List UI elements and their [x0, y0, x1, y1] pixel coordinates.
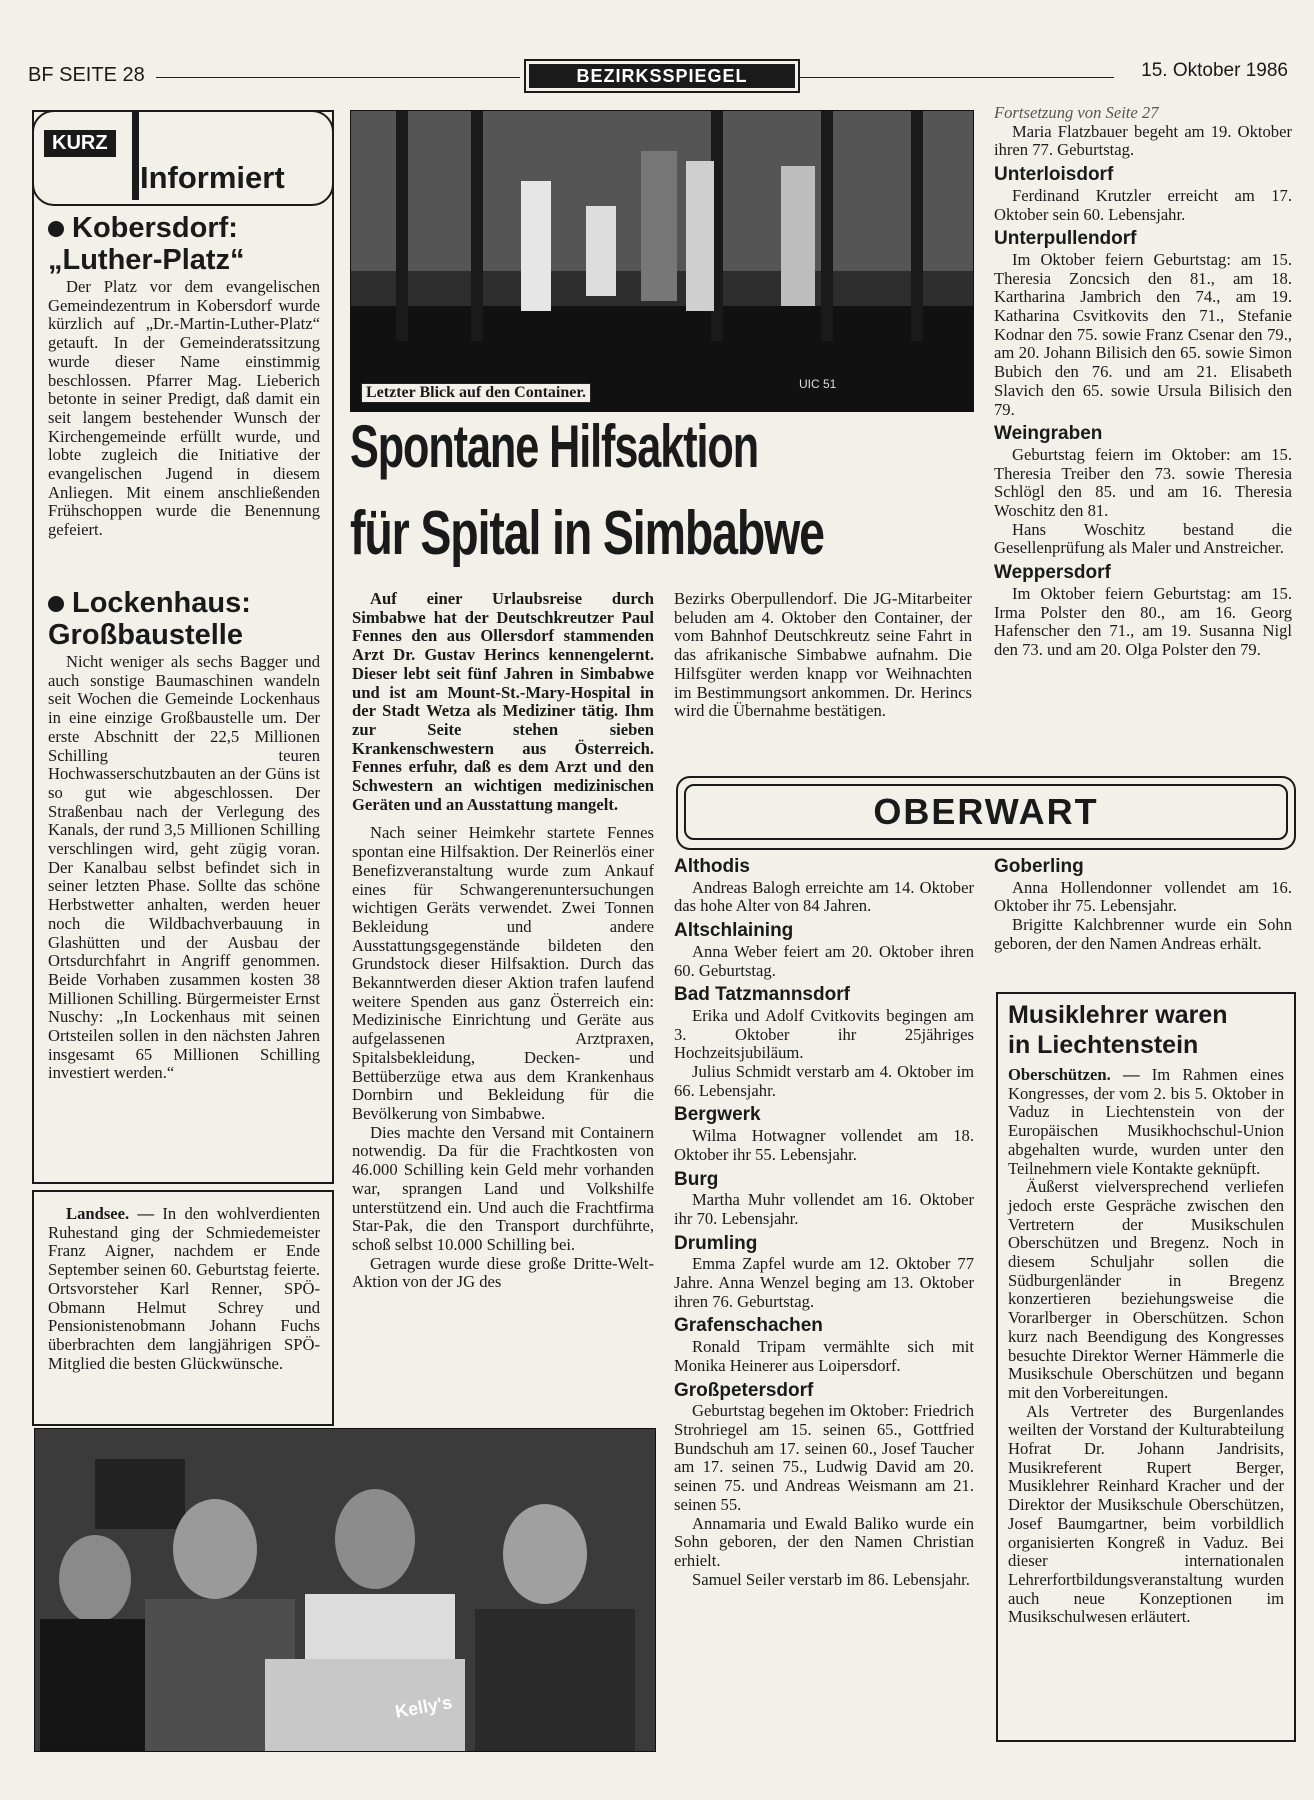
grosspetersdorf-text3: Samuel Seiler verstarb im 86. Lebensjahr. — [692, 1569, 970, 1589]
person-1-head — [59, 1535, 131, 1623]
person-2-head — [173, 1499, 257, 1599]
article-lead: Auf einer Urlaubsreise durch Simbabwe hat der Deutschkreutzer Paul Fennes den aus Ollersdorf stammenden Arzt Dr. Gustav Herincs kennengelernt. Dieser lebt seit fünf Jahren in Simbabwe und ist am Mount-St.-Mary-Hospital in der Stadt Wetza als Mediziner tätig. Ihm zur Seite stehen sieben Krankenschwestern aus Österreich. Fennes erfuhr, daß es dem Arzt und den Schwestern an wichtigen medizinischen Geräten und an Ausstattung mangelt. — [352, 589, 654, 814]
bullet-icon — [48, 221, 64, 237]
loc-unterpullendorf: Unterpullendorf — [994, 228, 1137, 250]
drumling-text: Emma Zapfel wurde am 12. Oktober 77 Jahre. Anna Wenzel beging am 13. Oktober ihren 76. Geburtstag. — [674, 1254, 974, 1311]
loc-burg: Burg — [674, 1168, 719, 1190]
loc-weppersdorf: Weppersdorf — [994, 562, 1111, 584]
unterloisdorf-text: Ferdinand Krutzler erreicht am 17. Oktober sein 60. Lebensjahr. — [994, 185, 1292, 224]
article-p2: Dies machte den Versand mit Containern notwendig. Da für die Frachtkosten von 46.000 Schilling kein Geld mehr vorhanden war, sprangen Land und Volkshilfe unterstützend ein. Und auch die Frachtfirma Star-Pak, die den Transport durchführte, schoß selbst 10.000 Schilling bei. — [352, 1122, 654, 1254]
loc-goberling: Goberling — [994, 856, 1084, 877]
kellys-sign: Kelly's — [393, 1692, 454, 1722]
kurz-tag: KURZ — [44, 130, 116, 157]
tatzmannsdorf-text1: Erika und Adolf Cvitkovits begingen am 3. Oktober ihr 25jähriges Hochzeitsjubiläum. — [674, 1005, 974, 1063]
grosspetersdorf-text1: Geburtstag begehen im Oktober: Friedrich Strohriegel am 15. seinen 65., Gottfried Bundschuh am 17. seinen 60., Josef Taucher am 17. seinen 75., Ludwig David am 20. seinen 75. und Andreas Weismann am 21. seinen 55. — [674, 1401, 975, 1514]
stanchion — [396, 111, 408, 341]
musik-headline-2: in Liechtenstein — [1008, 1031, 1199, 1059]
musik-headline — [1008, 1000, 1288, 1060]
person — [686, 161, 714, 311]
item-lockenhaus-headline — [48, 587, 328, 651]
page-label: BF SEITE 28 — [28, 64, 145, 86]
oberwart-banner: OBERWART — [684, 784, 1288, 840]
header-rule-left — [156, 77, 520, 78]
grafenschachen-text: Ronald Tripam vermählte sich mit Monika Heinerer aus Loipersdorf. — [674, 1337, 974, 1375]
stanchion — [821, 111, 833, 341]
person-1-body — [40, 1619, 150, 1751]
continuation-note: Fortsetzung von Seite 27 — [994, 103, 1159, 122]
right-column — [994, 104, 1292, 660]
loc-bergwerk: Bergwerk — [674, 1104, 761, 1126]
main-article-col1 — [352, 590, 654, 1292]
main-headline-2: für Spital in Simbabwe — [350, 499, 824, 568]
stanchion — [911, 111, 923, 341]
weppersdorf-text: Im Oktober feiern Geburtstag: am 15. Irma Polster den 80., am 16. Georg Hafenscher den 71., am 19. Susanna Nigl den 73. und am 20. Olga Polster den 79. — [994, 583, 1292, 659]
article-p1: Nach seiner Heimkehr startete Fennes spontan eine Hilfsaktion. Der Reinerlös einer Benefizveranstaltung wurde zum Ankauf eines für Schwangerenuntersuchungen wichtigen Geräts verwendet. Zwei Tonnen Bekleidung und andere Ausstattungsgegenstände bildeten den Grundstock dieser Hilfsaktion. Durch das Bekanntwerden dieser Aktion trafen laufend weitere Spenden aus ganz Österreich ein: Medizinische Einrichtung und Geräte aus aufgelassenen Arztpraxen, Spitalsbekleidung, Decken- und Bettüberzüge etwa aus dem Krankenhaus Dornbirn und Bekleidung für die Bevölkerung von Simbabwe. — [352, 823, 654, 1123]
container-photo-svg — [351, 111, 973, 411]
burg-text: Martha Muhr vollendet am 16. Oktober ihr 70. Lebensjahr. — [674, 1190, 974, 1228]
person — [586, 206, 616, 296]
page-date: 15. Oktober 1986 — [1141, 60, 1288, 81]
weingraben-text1: Geburtstag feiern im Oktober: am 15. Theresia Treiber den 73. sowie Theresia Schlögl den 85. und am 16. Theresia Woschitz den 81. — [994, 444, 1292, 521]
landsee-body — [48, 1205, 320, 1373]
person-3-head — [335, 1489, 415, 1589]
musik-lead: Oberschützen. — — [1008, 1065, 1140, 1084]
landsee-lead: Landsee. — — [66, 1204, 155, 1223]
item-kobersdorf-headline — [48, 212, 328, 276]
landsee-text: In den wohlverdienten Ruhestand ging der Schmiedemeister Franz Aigner, nachdem er Ende September seinen 60. Geburtstag feierte. Ortsvorsteher Karl Renner, SPÖ-Obmann Helmut Schrey und Pensionistenobmann Johann Fuchs überbrachten dem langjährigen SPÖ-Mitglied die besten Glückwünsche. — [48, 1204, 320, 1373]
article-p3: Getragen wurde diese große Dritte-Welt-Aktion von der JG des — [352, 1253, 654, 1292]
tatzmannsdorf-text2: Julius Schmidt verstarb am 4. Oktober im 66. Lebensjahr. — [674, 1062, 974, 1100]
person — [641, 151, 677, 301]
loc-altschlaining: Altschlaining — [674, 920, 794, 942]
loc-grosspetersdorf: Großpetersdorf — [674, 1379, 814, 1401]
goberling-text1: Anna Hollendonner vollendet am 16. Oktober ihr 75. Lebensjahr. — [994, 877, 1292, 916]
section-banner: BEZIRKSSPIEGEL — [524, 59, 800, 93]
loc-drumling: Drumling — [674, 1232, 758, 1254]
loc-grafenschachen: Grafenschachen — [674, 1315, 823, 1337]
person — [521, 181, 551, 311]
loc-weingraben: Weingraben — [994, 423, 1103, 445]
bergwerk-text: Wilma Hotwagner vollendet am 18. Oktober ihr 55. Lebensjahr. — [674, 1126, 974, 1164]
article-col2-text: Bezirks Oberpullendorf. Die JG-Mitarbeiter beluden am 4. Oktober den Container, der vom Bahnhof Deutschkreutz seine Fahrt in das afrikanische Simbabwe aufnahm. Die Hilfsgüter werden knapp vor Weihnachten im Bestimmungsort ankommen. Dr. Herincs wird die Übernahme bestätigen. — [674, 589, 972, 721]
item-kobersdorf-body — [48, 278, 320, 540]
weingraben-text2: Hans Woschitz bestand die Gesellenprüfung als Maler und Anstreicher. — [994, 519, 1292, 558]
goberling-text2: Brigitte Kalchbrenner wurde ein Sohn geboren, der den Namen Andreas erhält. — [994, 915, 1292, 953]
container-photo — [350, 110, 974, 412]
kurz-title: Informiert — [140, 160, 285, 195]
photo-caption: Letzter Blick auf den Container. — [361, 383, 591, 403]
intro-text: Maria Flatzbauer begeht am 19. Oktober ihren 77. Geburtstag. — [994, 121, 1292, 160]
loc-unterloisdorf: Unterloisdorf — [994, 164, 1114, 186]
wagon-marking: UIC 51 — [799, 377, 837, 391]
person-4-head — [503, 1504, 587, 1604]
body-text: Nicht weniger als sechs Bagger und auch sonstige Baumaschinen wandeln seit Wochen die Gemeinde Lockenhaus in eine einzige Großbaustelle um. Der erste Abschnitt der 22,5 Millionen Schilling teuren Hochwasserschutzbauten an der Güns ist so gut wie abgeschlossen. Der Straßenbau nach der Verlegung des Kanals, der rund 3,5 Millionen Schilling verschlingen wird, geht zügig voran. Der Kanalbau selbst befindet sich in seiner letzten Phase. Sollte das schöne Herbstwetter anhalten, werden heuer noch die Wildbachverbauung in Glashütten und der Ausbau der Ortsdurchfahrt in Angriff genommen. Beide Vorhaben zusammen kosten 38 Millionen Schilling. Bürgermeister Ernst Nuschy: „In Lockenhaus mit seinen Ortsteilen sollen in den nächsten Jahren insgesamt 65 Millionen Schilling investiert werden.“ — [48, 652, 320, 1083]
kurz-bar — [132, 110, 139, 200]
loc-tatzmannsdorf: Bad Tatzmannsdorf — [674, 984, 850, 1006]
body-text: Der Platz vor dem evangelischen Gemeindezentrum in Kobersdorf wurde kürzlich auf „Dr.-Martin-Luther-Platz“ getauft. In der Gemeinderatssitzung wurde dieser Name einstimmig beschlossen. Pfarrer Mag. Lieberich betonte in seiner Predigt, daß damit ein seit langem bestehender Wunsch der Kirchengemeinde erfüllt wurde, und lobte zugleich die Initiative der evangelischen Jugend in diesem Anliegen. Mit einem anschließenden Frühschoppen wurde die Benennung gefeiert. — [48, 277, 320, 540]
group-photo-svg — [35, 1429, 655, 1751]
althodis-text: Andreas Balogh erreichte am 14. Oktober das hohe Alter von 84 Jahren. — [674, 877, 974, 916]
oberwart-col1 — [674, 852, 974, 1589]
altschlaining-text: Anna Weber feiert am 20. Oktober ihren 60. Geburtstag. — [674, 941, 974, 980]
musik-body — [1008, 1066, 1284, 1627]
headline-line1: Lockenhaus: — [72, 587, 251, 619]
headline-line1: Kobersdorf: — [72, 212, 238, 244]
headline-line2: „Luther-Platz“ — [48, 244, 245, 276]
musik-p2: Äußerst vielversprechend verliefen jedoch erste Gespräche zwischen den Vertretern der Musikschulen Oberschützen und Bregenz. Noch in diesem Schuljahr sollen die Südburgenländer in Bregenz konzertieren beziehungsweise die Vorarlberger in Oberschützen. Schon kurz nach Beendigung des Kongresses besuchte Direktor Werner Hämmerle die Musikschule Oberschützen und begann mit den Vorbereitungen. — [1008, 1177, 1284, 1402]
main-headline-1: Spontane Hilfsaktion — [350, 413, 759, 480]
goberling-section — [994, 852, 1292, 954]
item-lockenhaus-body — [48, 653, 320, 1083]
headline-line2: Großbaustelle — [48, 619, 243, 651]
person-4-body — [475, 1609, 635, 1751]
header-rule-right — [800, 77, 1114, 78]
musik-p1: Im Rahmen eines Kongresses, der vom 2. bis 5. Oktober in Vaduz in Liechtenstein von der Europäischen Musikhochschul-Union abgehalten wurde, wurden unter den Teilnehmern viele Kontakte geknüpft. — [1008, 1065, 1284, 1178]
person — [781, 166, 815, 306]
bottom-photo — [34, 1428, 656, 1752]
unterpullendorf-text: Im Oktober feiern Geburtstag: am 15. Theresia Zoncsich den 81., am 18. Kartharina Jambrich den 74., am 19. Katharina Csvitkovits den 71., Stefanie Kodnar den 75. sowie Franz Csenar den 79., am 20. Johann Bilisich den 65. sowie Simon Bubich den 76. und am 21. Elisabeth Slavich den 65. sowie Ursula Bilisich den 79. — [994, 249, 1292, 419]
stanchion — [471, 111, 483, 341]
musik-headline-1: Musiklehrer waren — [1008, 1001, 1228, 1029]
musik-p3: Als Vertreter des Burgenlandes weilten der Vorstand der Kulturabteilung Hofrat Dr. Johann Jandrisits, Musikreferent Rupert Berger, Musiklehrer Reinhard Kracher und der Direktor der Musikschule Oberschützen, Josef Baumgartner, beim vorbildlich organisierten Kongreß in Vaduz. Bei dieser internationalen Lehrerfortbildungsveranstaltung wurden auch neue Konzeptionen im Musikschulwesen erläutert. — [1008, 1401, 1284, 1627]
loc-althodis: Althodis — [674, 856, 750, 877]
wall-frame — [95, 1459, 185, 1529]
bullet-icon — [48, 596, 64, 612]
main-article-col2 — [674, 590, 972, 721]
grosspetersdorf-text2: Annamaria und Ewald Baliko wurde ein Sohn geboren, der den Namen Christian erhielt. — [674, 1513, 974, 1570]
